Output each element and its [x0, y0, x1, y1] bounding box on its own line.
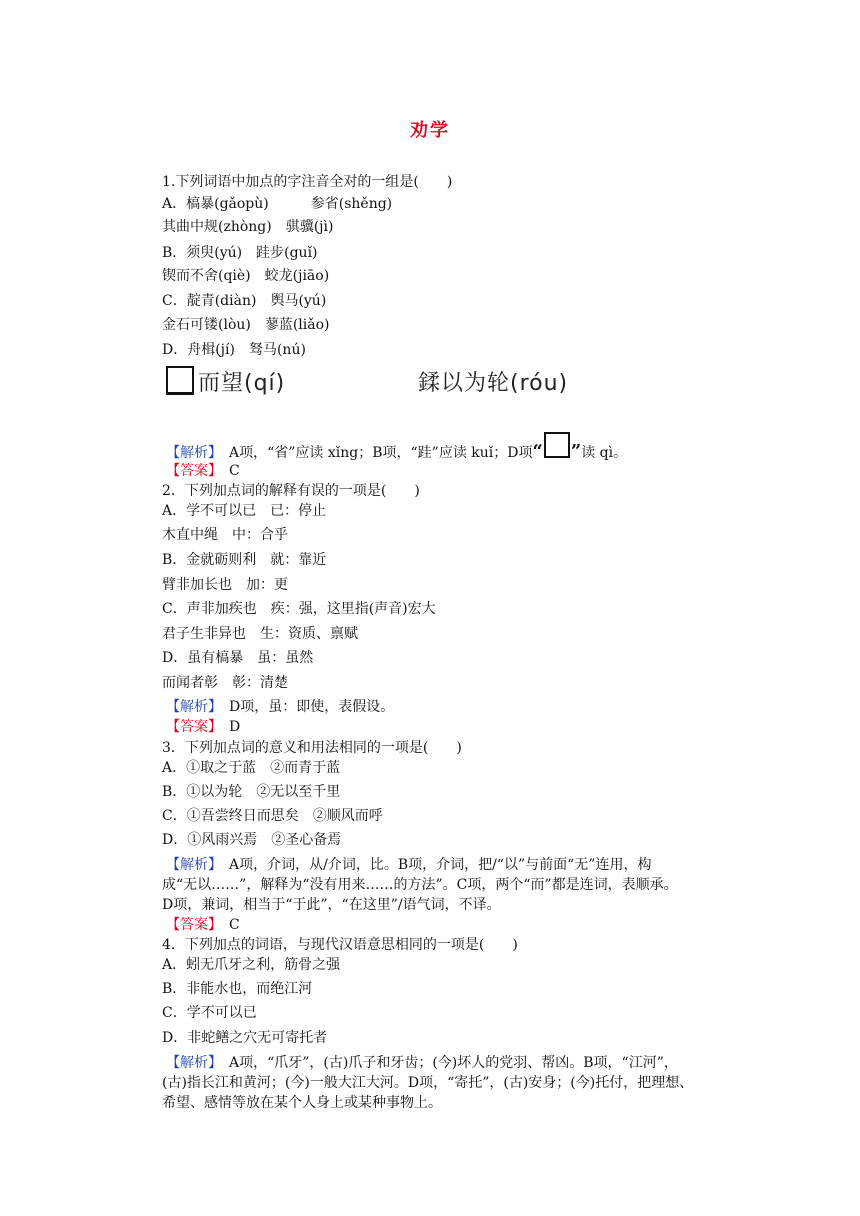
q1-analysis-text: A项，“省”应读 xǐng；B项，“跬”应读 kuǐ；D项 [215, 445, 533, 461]
q3-analysis-line1 [166, 855, 651, 875]
q4-option-c: C．学不可以已 [162, 1005, 257, 1021]
answer-label: 【答案】 [166, 463, 215, 479]
q4-analysis-line2: (古)指长江和黄河；(今)一般大江大河。D项，“寄托”，(古)安身；(今)托付，把理想、 [162, 1075, 694, 1091]
q3-analysis-text-1: A项，介词，从/介词，比。B项，介词，把/“以”与前面“无”连用，构 [215, 857, 652, 873]
q2-option-a-line1: A．学不可以已 已：停止 [162, 503, 327, 519]
q1-stem: 1.下列词语中加点的字注音全对的一组是( ) [162, 174, 453, 190]
q2-answer [166, 717, 240, 737]
page-title: 劝学 [410, 120, 450, 141]
q4-option-d: D．非蛇鳝之穴无可寄托者 [162, 1030, 328, 1046]
q2-option-c-line1: C．声非加疾也 疾：强，这里指(声音)宏大 [162, 601, 436, 617]
q3-option-a: A．①取之于蓝 ②而青于蓝 [162, 760, 341, 776]
q1-option-a-line1: A．槁暴(gǎopù) 参省(shěng) [162, 196, 393, 212]
q1-option-c-line2: 金石可镂(lòu) 蓼蓝(liǎo) [162, 317, 330, 333]
analysis-label: 【解析】 [166, 1055, 215, 1071]
close-quote: ” [570, 441, 582, 462]
q1-option-c-line1: C．靛青(diàn) 舆马(yú) [162, 293, 327, 309]
answer-label: 【答案】 [166, 917, 215, 933]
q4-stem: 4．下列加点的词语，与现代汉语意思相同的一项是( ) [162, 937, 518, 953]
q1-option-b-line2: 锲而不舍(qiè) 蛟龙(jiāo) [162, 268, 330, 284]
q2-answer-value: D [215, 719, 241, 735]
q4-analysis-line3: 希望、感情等放在某个人身上或某种事物上。 [162, 1095, 442, 1111]
q2-option-d-line1: D．虽有槁暴 虽：虽然 [162, 650, 314, 666]
q1-image-text-left: 而望(qí) [198, 371, 286, 396]
q2-option-b-line1: B．金就砺则利 就：靠近 [162, 552, 327, 568]
q3-analysis-line2: 成“无以……”，解释为“没有用来……的方法”。C项，两个“而”都是连词，表顺承。 [162, 877, 678, 893]
q3-analysis-line3: D项，兼词，相当于“于此”，“在这里”/语气词，不译。 [162, 897, 501, 913]
q4-analysis-text-1: A项，“爪牙”，(古)爪子和牙齿；(今)坏人的党羽、帮凶。B项，“江河”， [215, 1055, 678, 1071]
q1-image-row [164, 364, 604, 404]
q1-option-a-line2: 其曲中规(zhòng) 骐骥(jì) [162, 219, 334, 235]
q3-option-d: D．①风雨兴焉 ②圣心备焉 [162, 832, 342, 848]
q2-option-c-line2: 君子生非异也 生：资质、禀赋 [162, 626, 358, 642]
q2-option-a-line2: 木直中绳 中：合乎 [162, 527, 288, 543]
q3-answer-value: C [215, 917, 240, 933]
q3-option-c: C．①吾尝终日而思矣 ②顺风而呼 [162, 808, 383, 824]
analysis-label: 【解析】 [166, 445, 215, 461]
q2-stem: 2．下列加点词的解释有误的一项是( ) [162, 483, 420, 499]
answer-label: 【答案】 [166, 719, 215, 735]
missing-char-box [166, 366, 194, 395]
q1-answer-value: C [215, 463, 240, 479]
q4-option-a: A．蚓无爪牙之利，筋骨之强 [162, 957, 341, 973]
q3-stem: 3．下列加点词的意义和用法相同的一项是( ) [162, 740, 462, 756]
q4-option-b: B．非能水也，而绝江河 [162, 981, 313, 997]
q3-answer [166, 915, 240, 935]
q2-option-d-line2: 而闻者彰 彰：清楚 [162, 675, 288, 691]
q2-analysis-text: D项，虽：即使，表假设。 [215, 699, 395, 715]
q2-analysis [166, 697, 394, 717]
q3-option-b: B．①以为轮 ②无以至千里 [162, 784, 341, 800]
q1-option-d-line1: D．舟楫(jí) 驽马(nú) [162, 342, 306, 358]
open-quote: “ [532, 441, 543, 462]
q4-analysis-line1 [166, 1053, 678, 1073]
q1-answer [166, 461, 240, 481]
analysis-label: 【解析】 [166, 699, 215, 715]
q1-image-text-right: 鍒以为轮(róu) [418, 371, 569, 396]
q1-analysis-end: 读 qì。 [581, 445, 628, 461]
q2-option-b-line2: 臂非加长也 加：更 [162, 577, 288, 593]
analysis-label: 【解析】 [166, 857, 215, 873]
q1-option-b-line1: B．须臾(yú) 跬步(guǐ) [162, 245, 318, 261]
missing-char-box [544, 432, 570, 458]
